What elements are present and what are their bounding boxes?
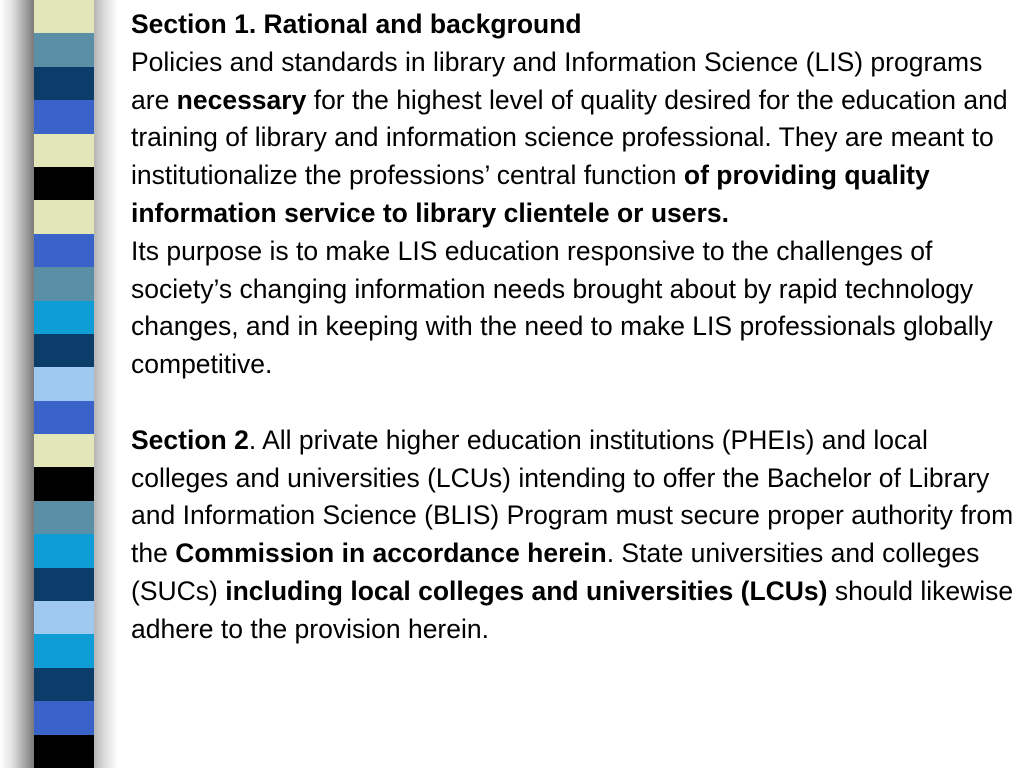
color-block-cream <box>34 434 94 468</box>
color-block-light <box>34 601 94 635</box>
section-1-bold-2: of providing quality information service to library clientele or users. <box>131 160 930 228</box>
section-1-bold-1: necessary <box>176 84 307 115</box>
section-2-heading: Section 2 <box>131 424 249 455</box>
section-1-text-2: for the highest level of quality desired for the education and training of library and information science professional. They are meant to institutionalize the professions’ central function <box>131 84 1008 191</box>
section-2-text-3: should likewise adhere to the provision herein. <box>131 575 1014 644</box>
color-block-cream <box>34 134 94 168</box>
color-block-navy <box>34 67 94 101</box>
color-block-royal <box>34 401 94 435</box>
sidebar-edge <box>94 0 118 768</box>
color-block-black <box>34 735 94 768</box>
color-block-cream <box>34 0 94 34</box>
section-1-heading: Section 1. Rational and background <box>131 9 582 39</box>
section-2-text-1: . All private higher education institutions (PHEIs) and local colleges and universities (LCUs) intending to offer the Bachelor of Library and Information Science (BLIS) Program must secure proper authority from the <box>131 424 1014 569</box>
section-1-text-1: Policies and standards in library and Information Science (LIS) programs are <box>131 46 983 115</box>
section-2-bold-1: Commission in accordance herein <box>175 538 607 569</box>
color-block-navy <box>34 334 94 368</box>
section-1 <box>131 6 1016 384</box>
color-block-navy <box>34 668 94 702</box>
section-1-text-3: Its purpose is to make LIS education responsive to the challenges of society’s changing information needs brought about by rapid technology changes, and in keeping with the need to make LIS professionals globally competitive. <box>131 235 993 380</box>
color-block-cyan <box>34 534 94 568</box>
section-2-bold-2: including local colleges and universities (LCUs) <box>225 575 828 606</box>
color-block-black <box>34 167 94 201</box>
color-block-royal <box>34 234 94 268</box>
color-block-light <box>34 367 94 401</box>
color-block-strip <box>34 0 94 768</box>
color-block-cyan <box>34 301 94 335</box>
color-block-cyan <box>34 634 94 668</box>
sidebar-shadow <box>0 0 34 768</box>
color-block-steel <box>34 33 94 67</box>
color-block-navy <box>34 568 94 602</box>
color-block-royal <box>34 701 94 735</box>
color-block-cream <box>34 200 94 234</box>
decorative-sidebar <box>0 0 118 768</box>
section-2 <box>131 422 1016 649</box>
color-block-steel <box>34 267 94 301</box>
color-block-black <box>34 467 94 501</box>
section-2-text-2: . State universities and colleges (SUCs) <box>131 538 980 606</box>
slide-body <box>131 6 1016 649</box>
color-block-royal <box>34 100 94 134</box>
color-block-steel <box>34 501 94 535</box>
